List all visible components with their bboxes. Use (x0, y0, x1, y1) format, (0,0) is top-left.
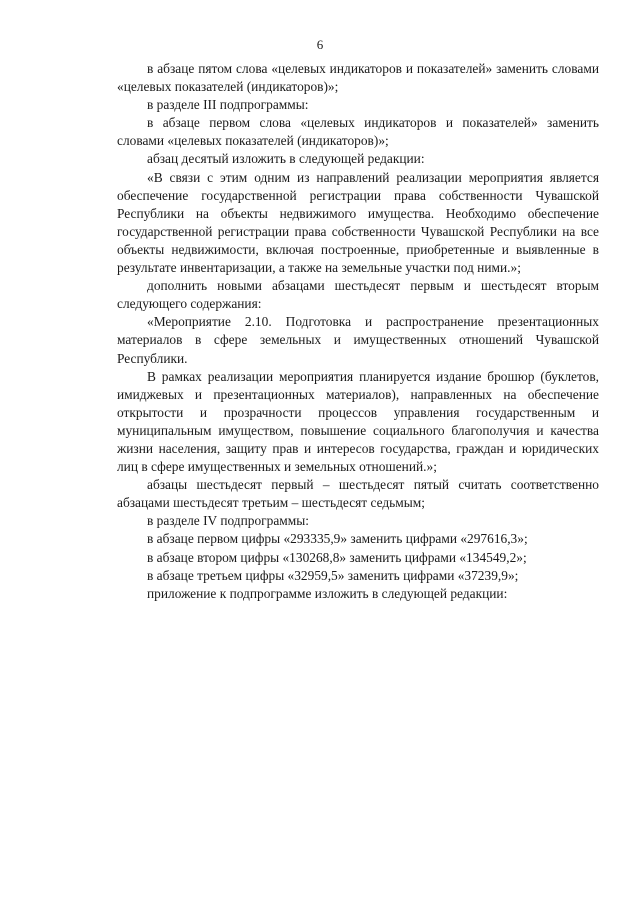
paragraph: «В связи с этим одним из направлений реализации мероприятия является обеспечение государственной регистрации права собственности Чувашской Республики на объекты недвижимого имущества. Необходимо обеспечение государственной регистрации права собственности Чувашской Республики на все объекты недвижимости, включая построенные, приобретенные и выявленные в результате инвентаризации, а также на земельные участки под ними.»; (117, 169, 599, 276)
paragraph: «Мероприятие 2.10. Подготовка и распространение презентационных материалов в сфере земельных и имущественных отношений Чувашской Республики. (117, 314, 599, 366)
paragraph: в абзаце пятом слова «целевых индикаторов и показателей» заменить словами «целевых показателей (индикаторов)»; (117, 61, 599, 95)
paragraph: абзац десятый изложить в следующей редакции: (147, 151, 425, 167)
paragraph: дополнить новыми абзацами шестьдесят первым и шестьдесят вторым следующего содержания: (117, 278, 599, 312)
paragraph: в абзаце первом слова «целевых индикаторов и показателей» заменить словами «целевых показателей (индикаторов)»; (117, 115, 599, 149)
paragraph: в абзаце третьем цифры «32959,5» заменить цифрами «37239,9»; (147, 567, 519, 583)
paragraph: абзацы шестьдесят первый – шестьдесят пятый считать соответственно абзацами шестьдесят третьим – шестьдесят седьмым; (117, 477, 599, 511)
paragraph: приложение к подпрограмме изложить в следующей редакции: (147, 585, 508, 601)
paragraph: в разделе III подпрограммы: (147, 97, 309, 113)
paragraph: В рамках реализации мероприятия планируется издание брошюр (буклетов, имиджевых и презентационных материалов), направленных на обеспечение открытости и прозрачности процессов управления государственным и муниципальным имуществом, повышение социального благополучия и качества жизни населения, защиту прав и интересов государства, граждан и юридических лиц в сфере имущественных и земельных отношений.»; (117, 368, 599, 475)
paragraph: в абзаце первом цифры «293335,9» заменить цифрами «297616,3»; (147, 531, 528, 547)
paragraph: в разделе IV подпрограммы: (147, 513, 309, 529)
document-body (117, 60, 599, 603)
page-number: 6 (316, 37, 324, 52)
paragraph: в абзаце втором цифры «130268,8» заменить цифрами «134549,2»; (147, 549, 527, 565)
